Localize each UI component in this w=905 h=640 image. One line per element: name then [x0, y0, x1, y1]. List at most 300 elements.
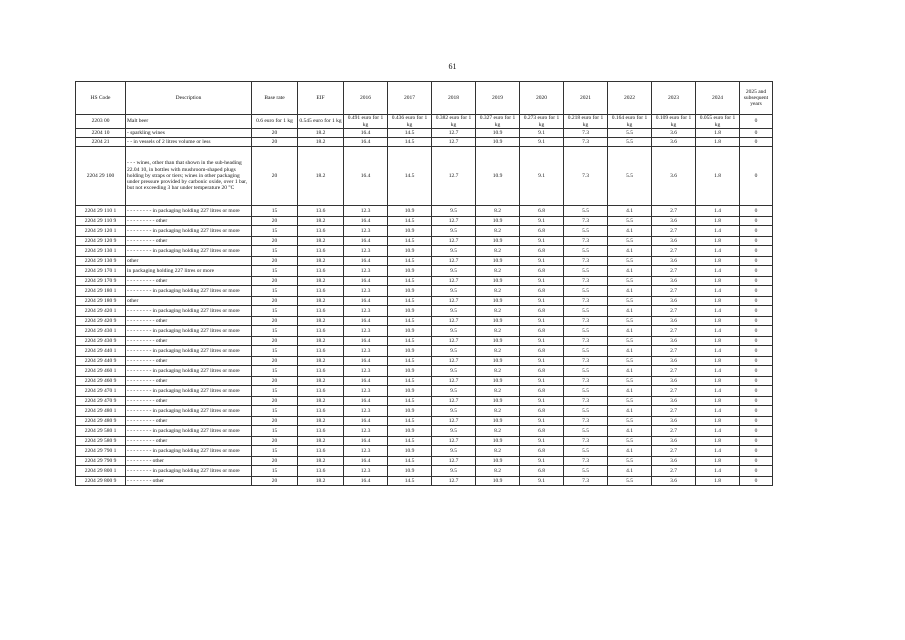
- rate-cell: 0.436 euro for 1 kg: [388, 115, 432, 129]
- rate-cell: 1.8: [696, 138, 740, 147]
- rate-cell: 9.5: [432, 326, 476, 337]
- rate-cell: 7.3: [564, 277, 608, 286]
- rate-cell: 2.7: [652, 466, 696, 477]
- rate-cell: 0: [740, 386, 773, 397]
- rate-cell: 12.7: [432, 457, 476, 466]
- rate-cell: 9.1: [520, 437, 564, 446]
- rate-cell: 5.5: [608, 437, 652, 446]
- rate-cell: 16.4: [344, 417, 388, 426]
- base-rate-cell: 15: [252, 466, 298, 477]
- hs-code-cell: 2204 29 130 1: [76, 246, 126, 257]
- rate-cell: 10.9: [476, 457, 520, 466]
- rate-cell: 1.4: [696, 286, 740, 297]
- rate-cell: 9.5: [432, 206, 476, 217]
- rate-cell: 10.9: [388, 386, 432, 397]
- hs-code-cell: 2204 29 110 9: [76, 217, 126, 226]
- rate-cell: 12.7: [432, 437, 476, 446]
- column-header: 2016: [344, 82, 388, 115]
- rate-cell: 0: [740, 397, 773, 406]
- column-header: Base rate: [252, 82, 298, 115]
- column-header: EIF: [298, 82, 344, 115]
- rate-cell: 12.3: [344, 466, 388, 477]
- rate-cell: 8.2: [476, 266, 520, 277]
- rate-cell: 0: [740, 426, 773, 437]
- rate-cell: 5.5: [564, 306, 608, 317]
- rate-cell: 12.7: [432, 337, 476, 346]
- hs-code-cell: 2204 29 420 9: [76, 317, 126, 326]
- hs-code-cell: 2204 29 120 1: [76, 226, 126, 237]
- rate-cell: 0: [740, 129, 773, 138]
- rate-cell: 1.8: [696, 437, 740, 446]
- rate-cell: 0: [740, 147, 773, 206]
- rate-cell: 10.9: [476, 257, 520, 266]
- base-rate-cell: 15: [252, 426, 298, 437]
- rate-cell: 1.8: [696, 237, 740, 246]
- rate-cell: 12.3: [344, 286, 388, 297]
- rate-cell: 10.9: [476, 477, 520, 486]
- rate-cell: 6.8: [520, 446, 564, 457]
- rate-cell: 2.7: [652, 346, 696, 357]
- rate-cell: 13.6: [298, 286, 344, 297]
- rate-cell: 18.2: [298, 257, 344, 266]
- rate-cell: 10.9: [476, 237, 520, 246]
- rate-cell: 10.9: [388, 326, 432, 337]
- rate-cell: 5.5: [608, 337, 652, 346]
- table-row: [76, 357, 773, 366]
- description-cell: - - - - - - - - in packaging holding 227 litres or more: [126, 366, 252, 377]
- rate-cell: 9.5: [432, 266, 476, 277]
- table-row: [76, 397, 773, 406]
- base-rate-cell: 20: [252, 138, 298, 147]
- rate-cell: 0: [740, 206, 773, 217]
- rate-cell: 10.9: [388, 226, 432, 237]
- rate-cell: 9.1: [520, 147, 564, 206]
- rate-cell: 18.2: [298, 138, 344, 147]
- rate-cell: 8.2: [476, 386, 520, 397]
- rate-cell: 5.5: [608, 417, 652, 426]
- rate-cell: 7.3: [564, 257, 608, 266]
- hs-code-cell: 2204 29 580 1: [76, 426, 126, 437]
- rate-cell: 0.055 euro for 1 kg: [696, 115, 740, 129]
- table-row: [76, 306, 773, 317]
- rate-cell: 12.3: [344, 206, 388, 217]
- rate-cell: 13.6: [298, 326, 344, 337]
- rate-cell: 14.5: [388, 297, 432, 306]
- table-row: [76, 437, 773, 446]
- rate-cell: 8.2: [476, 206, 520, 217]
- rate-cell: 8.2: [476, 246, 520, 257]
- base-rate-cell: 20: [252, 337, 298, 346]
- rate-cell: 2.7: [652, 326, 696, 337]
- rate-cell: 8.2: [476, 286, 520, 297]
- hs-code-cell: 2204 29 790 1: [76, 446, 126, 457]
- description-cell: - - - - - - - - other: [126, 457, 252, 466]
- rate-cell: 14.5: [388, 477, 432, 486]
- rate-cell: 3.6: [652, 217, 696, 226]
- rate-cell: 0: [740, 286, 773, 297]
- rate-cell: 0: [740, 266, 773, 277]
- table-row: [76, 386, 773, 397]
- rate-cell: 16.4: [344, 147, 388, 206]
- rate-cell: 9.5: [432, 446, 476, 457]
- rate-cell: 10.9: [476, 397, 520, 406]
- base-rate-cell: 15: [252, 206, 298, 217]
- rate-cell: 14.5: [388, 417, 432, 426]
- hs-code-cell: 2204 29 440 9: [76, 357, 126, 366]
- rate-cell: 5.5: [608, 297, 652, 306]
- rate-cell: 18.2: [298, 457, 344, 466]
- rate-cell: 0: [740, 477, 773, 486]
- rate-cell: 0: [740, 457, 773, 466]
- column-header: 2025 and subsequent years: [740, 82, 773, 115]
- rate-cell: 14.5: [388, 129, 432, 138]
- description-cell: - - - - - - - - other: [126, 477, 252, 486]
- rate-cell: 5.5: [564, 406, 608, 417]
- rate-cell: 9.5: [432, 466, 476, 477]
- rate-cell: 1.8: [696, 477, 740, 486]
- rate-cell: 6.8: [520, 426, 564, 437]
- rate-cell: 10.9: [476, 217, 520, 226]
- rate-cell: 5.5: [608, 397, 652, 406]
- description-cell: - - - - - - - - in packaging holding 227 litres or more: [126, 286, 252, 297]
- rate-cell: 3.6: [652, 397, 696, 406]
- rate-cell: 18.2: [298, 297, 344, 306]
- hs-code-cell: 2204 29 120 9: [76, 237, 126, 246]
- description-cell: - - in vessels of 2 litres volume or less: [126, 138, 252, 147]
- rate-cell: 12.3: [344, 446, 388, 457]
- rate-cell: 5.5: [564, 226, 608, 237]
- rate-cell: 18.2: [298, 317, 344, 326]
- rate-cell: 8.2: [476, 306, 520, 317]
- base-rate-cell: 20: [252, 147, 298, 206]
- rate-cell: 5.5: [608, 257, 652, 266]
- rate-cell: 12.3: [344, 326, 388, 337]
- rate-cell: 9.5: [432, 406, 476, 417]
- rate-cell: 5.5: [608, 129, 652, 138]
- rate-cell: 0: [740, 246, 773, 257]
- description-cell: - - - - - - - - in packaging holding 227 litres or more: [126, 326, 252, 337]
- base-rate-cell: 15: [252, 226, 298, 237]
- rate-cell: 16.4: [344, 457, 388, 466]
- hs-code-cell: 2204 29 470 9: [76, 397, 126, 406]
- rate-cell: 9.1: [520, 397, 564, 406]
- rate-cell: 1.8: [696, 129, 740, 138]
- rate-cell: 5.5: [564, 386, 608, 397]
- rate-cell: 6.8: [520, 246, 564, 257]
- rate-cell: 5.5: [564, 426, 608, 437]
- rate-cell: 8.2: [476, 226, 520, 237]
- rate-cell: 1.4: [696, 466, 740, 477]
- rate-cell: 0: [740, 257, 773, 266]
- rate-cell: 8.2: [476, 346, 520, 357]
- rate-cell: 13.6: [298, 386, 344, 397]
- rate-cell: 4.1: [608, 206, 652, 217]
- rate-cell: 0.327 euro for 1 kg: [476, 115, 520, 129]
- rate-cell: 3.6: [652, 457, 696, 466]
- description-cell: in packaging holding 227 litres or more: [126, 266, 252, 277]
- hs-code-cell: 2204 29 580 9: [76, 437, 126, 446]
- description-cell: - - - - - - - - - other: [126, 217, 252, 226]
- hs-code-cell: 2204 29 100: [76, 147, 126, 206]
- column-header: 2022: [608, 82, 652, 115]
- rate-cell: 18.2: [298, 147, 344, 206]
- rate-cell: 0.273 euro for 1 kg: [520, 115, 564, 129]
- column-header: 2018: [432, 82, 476, 115]
- rate-cell: 6.8: [520, 326, 564, 337]
- rate-cell: 4.1: [608, 406, 652, 417]
- rate-cell: 2.7: [652, 246, 696, 257]
- rate-cell: 3.6: [652, 277, 696, 286]
- rate-cell: 16.4: [344, 477, 388, 486]
- rate-cell: 18.2: [298, 237, 344, 246]
- description-cell: - - - wines, other than that shown in the sub-heading 22.04 10, in bottles with mushroom-shaped plugs holding by straps or tiers; wines in other packaging under pressure provided by carbonic oxide, over 1 bar, but not exceeding 3 bar under temperature 20 °C: [126, 147, 252, 206]
- table-row: [76, 226, 773, 237]
- table-row: [76, 457, 773, 466]
- rate-cell: 1.8: [696, 377, 740, 386]
- description-cell: - - - - - - - - in packaging holding 227 litres or more: [126, 386, 252, 397]
- base-rate-cell: 15: [252, 286, 298, 297]
- rate-cell: 10.9: [388, 206, 432, 217]
- description-cell: - - - - - - - - - other: [126, 377, 252, 386]
- rate-cell: 18.2: [298, 357, 344, 366]
- rate-cell: 6.8: [520, 286, 564, 297]
- rate-cell: 3.6: [652, 138, 696, 147]
- table-row: [76, 406, 773, 417]
- base-rate-cell: 15: [252, 346, 298, 357]
- rate-cell: 8.2: [476, 446, 520, 457]
- rate-cell: 10.9: [388, 246, 432, 257]
- hs-code-cell: 2204 29 800 9: [76, 477, 126, 486]
- rate-cell: 13.6: [298, 446, 344, 457]
- rate-cell: 16.4: [344, 317, 388, 326]
- base-rate-cell: 15: [252, 406, 298, 417]
- rate-cell: 4.1: [608, 446, 652, 457]
- rate-cell: 0: [740, 277, 773, 286]
- rate-cell: 8.2: [476, 466, 520, 477]
- base-rate-cell: 15: [252, 366, 298, 377]
- rate-cell: 5.5: [608, 277, 652, 286]
- column-header: 2023: [652, 82, 696, 115]
- table-row: [76, 297, 773, 306]
- hs-code-cell: 2204 29 460 9: [76, 377, 126, 386]
- table-row: [76, 346, 773, 357]
- rate-cell: 7.3: [564, 437, 608, 446]
- rate-cell: 13.6: [298, 246, 344, 257]
- rate-cell: 10.9: [388, 426, 432, 437]
- rate-cell: 12.7: [432, 377, 476, 386]
- rate-cell: 9.1: [520, 237, 564, 246]
- rate-cell: 0.382 euro for 1 kg: [432, 115, 476, 129]
- rate-cell: 0.545 euro for 1 kg: [298, 115, 344, 129]
- rate-cell: 10.9: [476, 129, 520, 138]
- rate-cell: 1.4: [696, 386, 740, 397]
- description-cell: - - - - - - - - - other: [126, 437, 252, 446]
- rate-cell: 2.7: [652, 386, 696, 397]
- rate-cell: 12.7: [432, 257, 476, 266]
- table-row: [76, 366, 773, 377]
- rate-cell: 12.3: [344, 266, 388, 277]
- description-cell: - - - - - - - - in packaging holding 227 litres or more: [126, 446, 252, 457]
- description-cell: - - - - - - - - - other: [126, 417, 252, 426]
- hs-code-cell: 2204 29 420 1: [76, 306, 126, 317]
- column-header: 2021: [564, 82, 608, 115]
- rate-cell: 1.4: [696, 266, 740, 277]
- rate-cell: 1.4: [696, 446, 740, 457]
- rate-cell: 18.2: [298, 217, 344, 226]
- rate-cell: 13.6: [298, 206, 344, 217]
- rate-cell: 5.5: [608, 138, 652, 147]
- rate-cell: 3.6: [652, 237, 696, 246]
- rate-cell: 13.6: [298, 426, 344, 437]
- rate-cell: 1.4: [696, 406, 740, 417]
- rate-cell: 13.6: [298, 466, 344, 477]
- rate-cell: 3.6: [652, 437, 696, 446]
- rate-cell: 0: [740, 115, 773, 129]
- rate-cell: 9.1: [520, 337, 564, 346]
- rate-cell: 12.3: [344, 346, 388, 357]
- table-row: [76, 286, 773, 297]
- base-rate-cell: 15: [252, 386, 298, 397]
- rate-cell: 14.5: [388, 337, 432, 346]
- rate-cell: 9.5: [432, 386, 476, 397]
- rate-cell: 7.3: [564, 397, 608, 406]
- rate-cell: 6.8: [520, 266, 564, 277]
- column-header: 2024: [696, 82, 740, 115]
- base-rate-cell: 20: [252, 397, 298, 406]
- rate-cell: 9.1: [520, 457, 564, 466]
- base-rate-cell: 15: [252, 326, 298, 337]
- rate-cell: 18.2: [298, 397, 344, 406]
- rate-cell: 1.8: [696, 217, 740, 226]
- rate-cell: 13.6: [298, 366, 344, 377]
- rate-cell: 1.8: [696, 317, 740, 326]
- base-rate-cell: 0.6 euro for 1 kg: [252, 115, 298, 129]
- rate-cell: 2.7: [652, 406, 696, 417]
- column-header: HS Code: [76, 82, 126, 115]
- rate-cell: 0: [740, 297, 773, 306]
- description-cell: - - - - - - - - in packaging holding 227 litres or more: [126, 426, 252, 437]
- table-row: [76, 317, 773, 326]
- rate-cell: 0: [740, 417, 773, 426]
- rate-cell: 7.3: [564, 377, 608, 386]
- rate-cell: 4.1: [608, 426, 652, 437]
- description-cell: - - - - - - - - - other: [126, 237, 252, 246]
- rate-cell: 3.6: [652, 317, 696, 326]
- hs-code-cell: 2203 00: [76, 115, 126, 129]
- rate-cell: 0: [740, 366, 773, 377]
- rate-cell: 12.3: [344, 306, 388, 317]
- hs-code-cell: 2204 29 180 1: [76, 286, 126, 297]
- rate-cell: 16.4: [344, 237, 388, 246]
- rate-cell: 18.2: [298, 337, 344, 346]
- rate-cell: 10.9: [476, 377, 520, 386]
- rate-cell: 6.8: [520, 386, 564, 397]
- rate-cell: 7.3: [564, 457, 608, 466]
- rate-cell: 14.5: [388, 457, 432, 466]
- hs-code-cell: 2204 29 180 9: [76, 297, 126, 306]
- description-cell: - - - - - - - - - other: [126, 357, 252, 366]
- rate-cell: 16.4: [344, 397, 388, 406]
- hs-code-cell: 2204 29 170 9: [76, 277, 126, 286]
- rate-cell: 18.2: [298, 417, 344, 426]
- rate-cell: 3.6: [652, 129, 696, 138]
- rate-cell: 5.5: [564, 286, 608, 297]
- rate-cell: 9.1: [520, 277, 564, 286]
- rate-cell: 16.4: [344, 138, 388, 147]
- rate-cell: 2.7: [652, 366, 696, 377]
- rate-cell: 14.5: [388, 277, 432, 286]
- rate-cell: 1.8: [696, 397, 740, 406]
- rate-cell: 16.4: [344, 297, 388, 306]
- rate-cell: 14.5: [388, 357, 432, 366]
- base-rate-cell: 20: [252, 297, 298, 306]
- rate-cell: 12.3: [344, 406, 388, 417]
- column-header: 2017: [388, 82, 432, 115]
- rate-cell: 1.8: [696, 147, 740, 206]
- rate-cell: 13.6: [298, 346, 344, 357]
- hs-code-cell: 2204 21: [76, 138, 126, 147]
- description-cell: other: [126, 257, 252, 266]
- rate-cell: 2.7: [652, 286, 696, 297]
- table-row: [76, 426, 773, 437]
- table-row: [76, 237, 773, 246]
- rate-cell: 5.5: [608, 357, 652, 366]
- rate-cell: 0.218 euro for 1 kg: [564, 115, 608, 129]
- table-body: [76, 115, 773, 486]
- rate-cell: 4.1: [608, 246, 652, 257]
- hs-code-cell: 2204 29 480 9: [76, 417, 126, 426]
- rate-cell: 4.1: [608, 326, 652, 337]
- base-rate-cell: 20: [252, 357, 298, 366]
- rate-cell: 16.4: [344, 217, 388, 226]
- rate-cell: 7.3: [564, 138, 608, 147]
- rate-cell: 1.4: [696, 426, 740, 437]
- rate-cell: 14.5: [388, 237, 432, 246]
- rate-cell: 12.3: [344, 366, 388, 377]
- base-rate-cell: 15: [252, 446, 298, 457]
- rate-cell: 1.8: [696, 417, 740, 426]
- rate-cell: 10.9: [476, 138, 520, 147]
- rate-cell: 9.1: [520, 477, 564, 486]
- rate-cell: 5.5: [564, 206, 608, 217]
- tariff-schedule-table: [75, 81, 773, 486]
- rate-cell: 12.3: [344, 386, 388, 397]
- base-rate-cell: 20: [252, 317, 298, 326]
- description-cell: other: [126, 297, 252, 306]
- description-cell: - - - - - - - - - other: [126, 337, 252, 346]
- rate-cell: 9.5: [432, 226, 476, 237]
- rate-cell: 13.6: [298, 406, 344, 417]
- rate-cell: 5.5: [608, 217, 652, 226]
- rate-cell: 12.7: [432, 237, 476, 246]
- table-row: [76, 326, 773, 337]
- rate-cell: 7.3: [564, 237, 608, 246]
- rate-cell: 4.1: [608, 306, 652, 317]
- rate-cell: 1.4: [696, 366, 740, 377]
- description-cell: - - - - - - - - in packaging holding 227 litres or more: [126, 406, 252, 417]
- rate-cell: 12.7: [432, 357, 476, 366]
- rate-cell: 9.5: [432, 346, 476, 357]
- rate-cell: 16.4: [344, 357, 388, 366]
- rate-cell: 14.5: [388, 377, 432, 386]
- base-rate-cell: 15: [252, 306, 298, 317]
- hs-code-cell: 2204 29 460 1: [76, 366, 126, 377]
- hs-code-cell: 2204 29 130 9: [76, 257, 126, 266]
- base-rate-cell: 20: [252, 129, 298, 138]
- base-rate-cell: 15: [252, 266, 298, 277]
- rate-cell: 3.6: [652, 377, 696, 386]
- rate-cell: 4.1: [608, 226, 652, 237]
